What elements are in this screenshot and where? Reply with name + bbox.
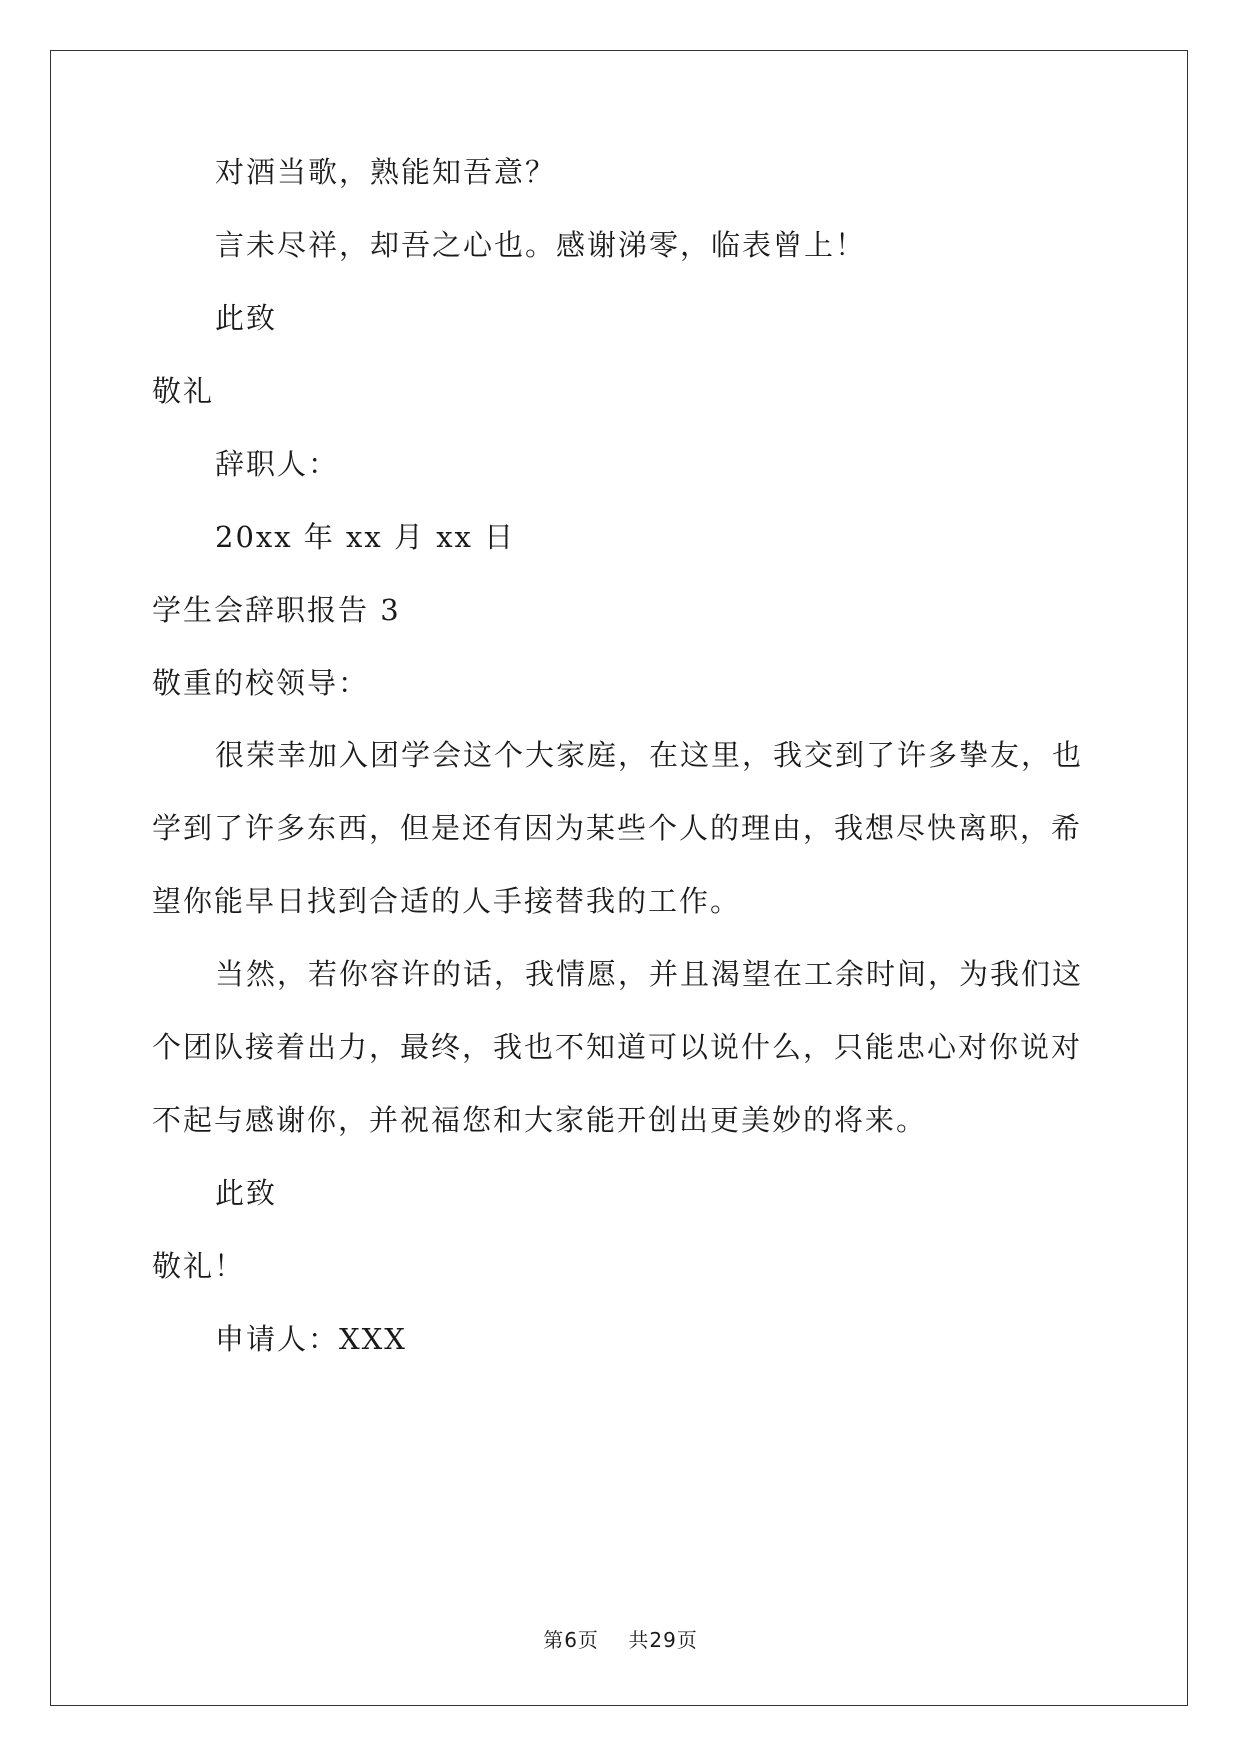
text-line: 对酒当歌，熟能知吾意？ — [215, 155, 557, 189]
applicant-line: 申请人：XXX — [215, 1322, 407, 1356]
section-title: 学生会辞职报告 3 — [152, 593, 401, 627]
closing-salutation: 此致 — [215, 301, 278, 335]
page-footer — [0, 1626, 1241, 1654]
footer-page-suffix: 页 — [577, 1628, 599, 1652]
text-line: 言未尽祥，却吾之心也。感谢涕零，临表曾上！ — [215, 228, 867, 262]
footer-total-pages: 29 — [649, 1628, 677, 1652]
footer-prefix: 第 — [543, 1628, 565, 1652]
greeting: 敬重的校领导： — [152, 666, 370, 700]
paragraph-line: 学到了许多东西，但是还有因为某些个人的理由，我想尽快离职，希 — [152, 811, 1083, 845]
resigner-label: 辞职人： — [215, 447, 340, 481]
date-line: 20xx 年 xx 月 xx 日 — [215, 520, 516, 554]
paragraph-line: 个团队接着出力，最终，我也不知道可以说什么，只能忠心对你说对 — [152, 1030, 1083, 1064]
paragraph-line: 很荣幸加入团学会这个大家庭，在这里，我交到了许多挚友，也 — [215, 738, 1084, 772]
closing-salutation: 此致 — [215, 1176, 278, 1210]
paragraph-line: 当然，若你容许的话，我情愿，并且渴望在工余时间，为我们这 — [215, 957, 1084, 991]
closing-respect: 敬礼 — [152, 374, 215, 408]
footer-total-prefix: 共 — [628, 1628, 650, 1652]
closing-respect: 敬礼！ — [152, 1249, 246, 1283]
footer-page-number: 6 — [564, 1628, 578, 1652]
footer-total-suffix: 页 — [676, 1628, 698, 1652]
paragraph-line: 望你能早日找到合适的人手接替我的工作。 — [152, 884, 742, 918]
paragraph-line: 不起与感谢你，并祝福您和大家能开创出更美妙的将来。 — [152, 1103, 928, 1137]
